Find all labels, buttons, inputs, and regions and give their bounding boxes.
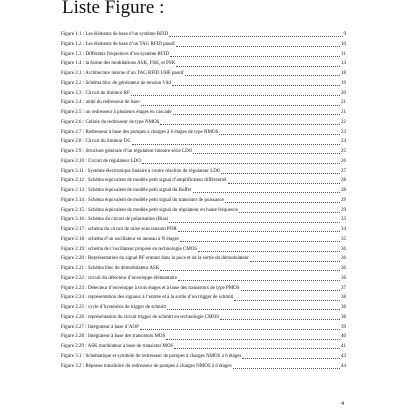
dot-leader [221,173,340,174]
figure-entry-label: Figure 2.17 : schéma du circuit de mise sous tension POR [61,227,177,232]
dot-leader [185,75,340,76]
figure-entry-label: Figure 2.14 : Schéma équivalent de modèle petit signal du transistor de puissance [61,197,224,203]
dot-leader [239,212,340,213]
dot-leader [140,329,340,330]
figure-entry-page: 23 [341,129,346,135]
figure-entry-page: 21 [341,110,346,115]
figure-entry-label: Figure 3.2 : Réponse transitoire du redresseur de pompes à charges NMOS à 6 étages [61,363,232,369]
figure-entry-label: Figure 2.23 : Détecteur d’enveloppe à trois étages et à base des transistors de type PMOS [61,285,240,291]
figure-entry[interactable] [61,186,346,196]
figure-entry[interactable] [61,128,346,138]
figure-entry[interactable] [61,332,346,342]
figure-entry-page: 20 [341,90,346,96]
figure-entry[interactable] [61,303,346,313]
figure-entry[interactable] [61,196,346,206]
figure-entry-label: Figure 2.6 : Cellule du redresseur de type NMOS [61,119,160,125]
figure-entry-page: 25 [341,149,346,154]
figure-entry-label: Figure 2.10 : Circuit de régulateur LDO [61,158,141,164]
figure-entry-label: Figure 2.2 : Schéma bloc de générateur de tension Vdd [61,80,171,86]
dot-leader [131,95,340,96]
figure-entry-page: 19 [341,80,346,86]
dot-leader [180,241,340,242]
dot-leader [167,309,340,310]
figure-entry-label: Figure 2.1 : Architecture interne d’un TAG RFID UHF passif [61,71,184,76]
figure-entry[interactable] [61,274,346,284]
figure-entry[interactable] [61,98,346,108]
figure-entry-label: Figure 2.28 : Intégrateur à base des transistors MOS [61,334,166,340]
figure-entry-page: 37 [341,285,346,291]
dot-leader [242,358,340,359]
figure-entry-page: 36 [341,266,346,271]
dot-leader [160,124,340,125]
figure-entry-label: Figure 1.1 : Les éléments de base d’un système RFID [61,32,169,37]
figure-entry-page: 34 [341,227,346,232]
dot-leader [228,183,340,184]
dot-leader [176,66,340,67]
figure-entry-page: 10 [341,41,346,47]
page-number: 4 [341,401,344,407]
figure-entry-page: 28 [341,178,346,184]
figure-entry-label: Figure 2.12 : Schéma équivalent de modèle petit signal d’amplificateur différentiel [61,178,227,184]
figure-entry[interactable] [61,157,346,167]
dot-leader [220,319,340,320]
figure-entry[interactable] [61,362,346,372]
figure-entry-label: Figure 1.3 : Différents fréquences d’un système RFID [61,51,169,57]
figure-entry-label: Figure 3.1 : Schématique et symbole de redresseur de pompes à charges NMOS à 6 étages [61,353,242,359]
dot-leader [132,144,340,145]
figure-entry-label: Figure 2.26 : représentation du circuit trigger de schmitt en technologie CMOS [61,314,220,320]
figure-entry-page: 36 [341,246,346,252]
figure-entry-page: 43 [341,353,346,359]
dot-leader [160,270,340,271]
dot-leader [219,134,340,135]
figure-entry-label: Figure 2.11 : Système électronique linéaire à contre réaction de régulateur LDO [61,168,221,174]
figure-entry-label: Figure 2.21 : Schéma bloc de démodulateur ASK [61,266,160,271]
figure-entry-page: 24 [341,139,346,145]
figure-entry[interactable] [61,323,346,333]
figure-entry-page: 40 [341,334,346,340]
dot-leader [170,56,340,57]
figure-entry-label: Figure 2.13 : Schéma équivalent de modèle petit signal du Buffer [61,188,192,193]
figure-entry[interactable] [61,254,346,264]
figure-entry[interactable] [61,264,346,274]
dot-leader [174,348,340,349]
figure-entry-label: Figure 2.25 : cycle d’hystérésis de trigger de schmitt [61,305,167,310]
figure-entry-page: 26 [341,158,346,164]
figure-entry-label: Figure 2.19 : schéma de l’oscillateur proposé en technologie CMOS [61,246,198,252]
figure-entry-label: Figure 2.5 : un redresseur à plusieurs étages en cascade [61,110,172,115]
figure-entry-page: 35 [341,236,346,242]
figure-entry-label: Figure 1.4 : la forme des modulations ASK, FSK, et PSK [61,61,176,67]
figure-entry-label: Figure 2.15 : Schéma équivalent de modèle petit signal du régulateur en haute fréquence [61,207,238,213]
figure-entry-page: 18 [341,71,346,76]
figure-entry-page: 33 [341,217,346,223]
figure-entry-label: Figure 2.20 : Représentation du signal RF entrant dans la puce et de la sortie du démodulateur [61,256,249,262]
figure-entry-label: Figure 2.18 : schéma d’un oscillateur en anneau à N étages [61,236,179,242]
figure-entry[interactable] [61,89,346,99]
figure-entry[interactable] [61,59,346,69]
figure-entry[interactable] [61,225,346,235]
figure-entry-label: Figure 1.2 : Les éléments de base d’un TAG RFID passif [61,41,175,47]
figure-entry[interactable] [61,79,346,89]
figure-entry[interactable] [61,245,346,255]
figure-entry-page: 38 [341,314,346,320]
figure-entry-page: 39 [341,324,346,330]
figure-entry[interactable] [61,284,346,294]
figure-entry-label: Figure 2.8 : Circuit du limiteur DC [61,139,131,145]
figure-entry[interactable] [61,293,346,303]
dot-leader [169,222,340,223]
figure-entry-label: Figure 2.24 : représentation des signaux à l’entrée et à la sortie d’un trigger de schmitt [61,295,234,301]
figure-entry[interactable] [61,108,346,118]
dot-leader [178,280,340,281]
figure-entry-page: 38 [341,305,346,310]
figure-entry-label: Figure 2.7 : Redresseur à base des pompes à charges à 6 étages de type NMOS [61,129,219,135]
dot-leader [198,251,340,252]
figure-entry[interactable] [61,235,346,245]
figure-entry-page: 41 [341,344,346,349]
dot-leader [241,290,340,291]
figure-entry-page: 27 [341,168,346,174]
figure-entry[interactable] [61,30,346,40]
dot-leader [173,114,340,115]
dot-leader [178,231,340,232]
figure-entry[interactable] [61,206,346,216]
figure-entry[interactable] [61,215,346,225]
dot-leader [166,339,340,340]
figure-entry[interactable] [61,167,346,177]
dot-leader [193,192,340,193]
figure-entry[interactable] [61,118,346,128]
figure-entry[interactable] [61,40,346,50]
figure-entry-page: 38 [341,295,346,301]
figure-entry-label: Figure 2.16 : Schéma du circuit de polarisation (Bias) [61,217,169,223]
dot-leader [141,105,340,106]
figure-entry[interactable] [61,313,346,323]
figure-entry[interactable] [61,352,346,362]
figure-entry[interactable] [61,137,346,147]
dot-leader [176,46,340,47]
figure-list [61,30,346,371]
list-title: Liste Figure : [62,0,165,18]
figure-entry-page: 11 [341,51,346,57]
dot-leader [234,300,340,301]
figure-entry[interactable] [61,147,346,157]
dot-leader [250,261,340,262]
figure-entry-label: Figure 2.3 : Circuit de limiteur RF [61,90,130,96]
figure-entry-page: 29 [341,197,346,203]
figure-entry-page: 22 [341,119,346,125]
dot-leader [233,368,340,369]
figure-entry-page: 9 [343,32,346,37]
figure-entry-page: 36 [341,256,346,262]
figure-entry-page: 13 [341,61,346,67]
figure-entry-page: 29 [341,207,346,213]
dot-leader [225,202,340,203]
figure-entry-label: Figure 2.9 : Structure générale d’un régulateur linéaire série LDO [61,149,193,154]
figure-entry[interactable] [61,176,346,186]
figure-entry-page: 21 [341,100,346,106]
figure-entry-label: Figure 2.4 : unité du redresseur de base [61,100,140,106]
dot-leader [169,36,342,37]
figure-entry-page: 44 [341,363,346,369]
figure-entry-label: Figure 2.27 : Intégrateur à base d’AOP [61,324,139,330]
dot-leader [142,163,340,164]
dot-leader [193,153,340,154]
figure-entry[interactable] [61,50,346,60]
figure-entry-label: Figure 2.29 : ASK modulateur à base de transistor MOS [61,344,174,349]
dot-leader [172,85,340,86]
figure-entry-page: 36 [341,275,346,281]
figure-entry-page: 28 [341,188,346,193]
figure-entry-label: Figure 2.22 : circuit du détecteur d’enveloppe élémentaire [61,275,178,281]
figure-entry[interactable] [61,342,346,352]
figure-entry[interactable] [61,69,346,79]
